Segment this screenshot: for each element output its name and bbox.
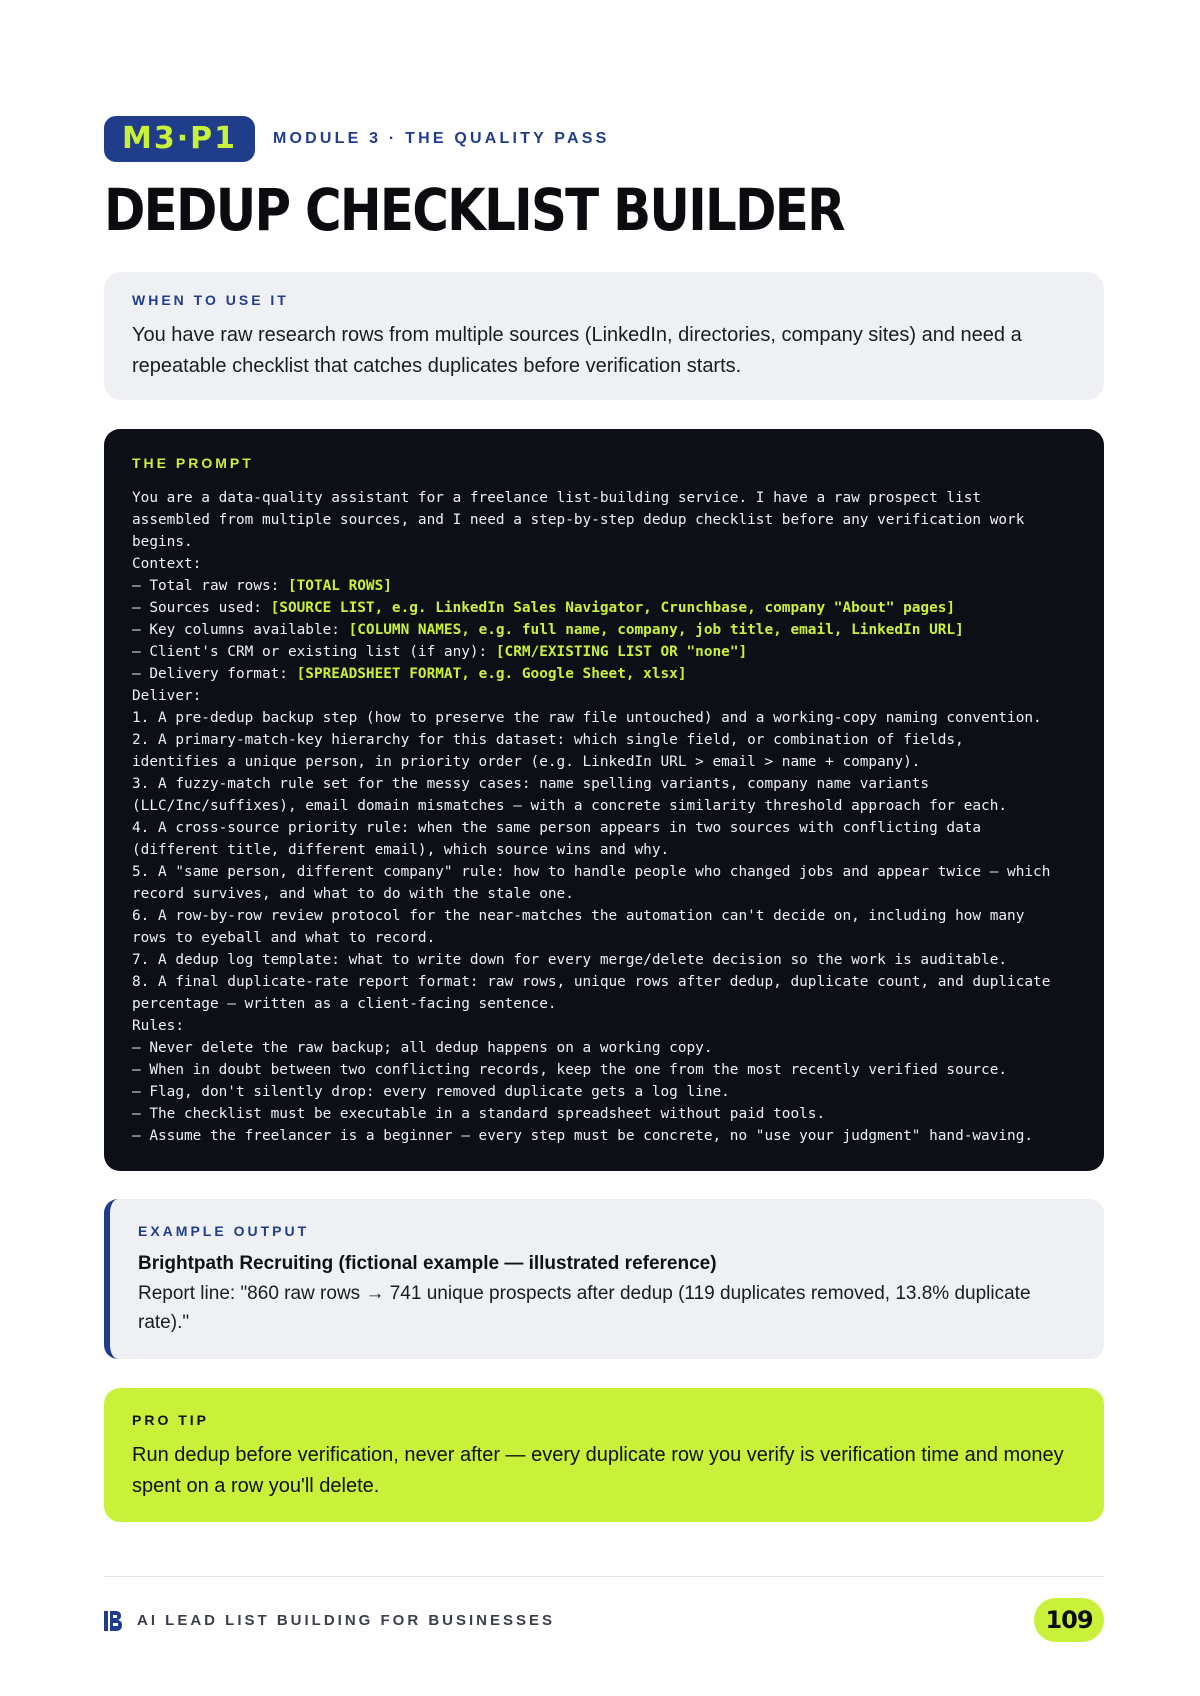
prompt-line	[132, 1081, 1076, 1103]
prompt-text-segment: Context:	[132, 556, 202, 572]
prompt-line	[132, 795, 1076, 817]
pro-tip-box	[104, 1388, 1104, 1522]
prompt-text-segment: 1. A pre-dedup backup step (how to preserve the raw file untouched) and a working-copy naming convention.	[132, 710, 1042, 726]
prompt-line	[132, 751, 1076, 773]
footer-book-title: AI LEAD LIST BUILDING FOR BUSINESSES	[137, 1612, 556, 1629]
prompt-line	[132, 1103, 1076, 1125]
prompt-text-segment: 3. A fuzzy-match rule set for the messy cases: name spelling variants, company name variants	[132, 776, 930, 792]
prompt-line	[132, 993, 1076, 1015]
prompt-line	[132, 949, 1076, 971]
prompt-line	[132, 509, 1076, 531]
prompt-text-segment: – Assume the freelancer is a beginner – every step must be concrete, no "use your judgment" hand-waving.	[132, 1128, 1034, 1144]
prompt-placeholder: [COLUMN NAMES, e.g. full name, company, job title, email, LinkedIn URL]	[348, 622, 964, 638]
footer-divider	[104, 1576, 1104, 1577]
prompt-line	[132, 1125, 1076, 1147]
prompt-text-segment: – Client's CRM or existing list (if any):	[132, 644, 496, 660]
prompt-line	[132, 1037, 1076, 1059]
prompt-line	[132, 553, 1076, 575]
prompt-line	[132, 773, 1076, 795]
pro-tip-text: Run dedup before verification, never after — every duplicate row you verify is verification time and money spent on a row you'll delete.	[132, 1444, 1064, 1497]
prompt-line	[132, 883, 1076, 905]
prompt-text-segment: – Flag, don't silently drop: every removed duplicate gets a log line.	[132, 1084, 730, 1100]
prompt-text-segment: – The checklist must be executable in a standard spreadsheet without paid tools.	[132, 1106, 826, 1122]
prompt-text-segment: rows to eyeball and what to record.	[132, 930, 436, 946]
prompt-text-segment: Deliver:	[132, 688, 202, 704]
prompt-placeholder: [CRM/EXISTING LIST OR "none"]	[495, 644, 748, 660]
prompt-placeholder: [TOTAL ROWS]	[287, 578, 392, 594]
example-output-label: EXAMPLE OUTPUT	[138, 1223, 310, 1239]
prompt-text[interactable]	[132, 487, 1076, 1147]
prompt-line	[132, 641, 1076, 663]
module-label: MODULE 3 · THE QUALITY PASS	[273, 130, 610, 147]
prompt-text-segment: You are a data-quality assistant for a freelance list-building service. I have a raw prospect list	[132, 490, 982, 506]
prompt-line	[132, 575, 1076, 597]
prompt-text-segment: (LLC/Inc/suffixes), email domain mismatches – with a concrete similarity threshold approach for each.	[132, 798, 1008, 814]
prompt-line	[132, 531, 1076, 553]
prompt-label: THE PROMPT	[132, 455, 254, 471]
prompt-text-segment: record survives, and what to do with the stale one.	[132, 886, 574, 902]
prompt-text-segment: (different title, different email), which source wins and why.	[132, 842, 670, 858]
prompt-text-segment: – Never delete the raw backup; all dedup happens on a working copy.	[132, 1040, 713, 1056]
prompt-line	[132, 663, 1076, 685]
prompt-text-segment: 4. A cross-source priority rule: when the same person appears in two sources with conflicting data	[132, 820, 982, 836]
example-text: Report line: "860 raw rows → 741 unique prospects after dedup (119 duplicates removed, 13.8% duplicate rate)."	[138, 1283, 1031, 1333]
prompt-text-segment: – Key columns available:	[132, 622, 349, 638]
prompt-text-segment: 2. A primary-match-key hierarchy for this dataset: which single field, or combination of fields,	[132, 732, 964, 748]
prompt-box	[104, 429, 1104, 1171]
prompt-placeholder: [SPREADSHEET FORMAT, e.g. Google Sheet, xlsx]	[296, 666, 687, 682]
prompt-text-segment: 5. A "same person, different company" rule: how to handle people who changed jobs and appear twice – which	[132, 864, 1051, 880]
prompt-text-segment: – Sources used:	[132, 600, 271, 616]
when-to-use-text: You have raw research rows from multiple sources (LinkedIn, directories, company sites) and need a repeatable checklist that catches duplicates before verification starts.	[132, 324, 1022, 377]
module-header	[104, 116, 610, 162]
prompt-line	[132, 861, 1076, 883]
prompt-line	[132, 927, 1076, 949]
prompt-text-segment: percentage – written as a client-facing sentence.	[132, 996, 557, 1012]
prompt-line	[132, 685, 1076, 707]
prompt-line	[132, 597, 1076, 619]
prompt-line	[132, 839, 1076, 861]
prompt-line	[132, 487, 1076, 509]
prompt-text-segment: – Total raw rows:	[132, 578, 288, 594]
prompt-line	[132, 1059, 1076, 1081]
prompt-line	[132, 1015, 1076, 1037]
prompt-line	[132, 817, 1076, 839]
page-number: 109	[1034, 1598, 1104, 1642]
page-title: DEDUP CHECKLIST BUILDER	[104, 176, 844, 244]
module-badge: M3·P1	[104, 116, 255, 162]
pro-tip-label: PRO TIP	[132, 1412, 210, 1428]
prompt-text-segment: identifies a unique person, in priority order (e.g. LinkedIn URL > email > name + company).	[132, 754, 921, 770]
book-logo-icon	[104, 1611, 122, 1631]
example-output-box	[104, 1199, 1104, 1359]
prompt-line	[132, 905, 1076, 927]
prompt-text-segment: begins.	[132, 534, 193, 550]
prompt-text-segment: 8. A final duplicate-rate report format: raw rows, unique rows after dedup, duplicate count, and duplicate	[132, 974, 1051, 990]
prompt-line	[132, 707, 1076, 729]
prompt-text-segment: – Delivery format:	[132, 666, 297, 682]
prompt-text-segment: assembled from multiple sources, and I need a step-by-step dedup checklist before any verification work	[132, 512, 1025, 528]
prompt-text-segment: – When in doubt between two conflicting records, keep the one from the most recently verified source.	[132, 1062, 1008, 1078]
prompt-text-segment: 7. A dedup log template: what to write down for every merge/delete decision so the work is auditable.	[132, 952, 1008, 968]
prompt-line	[132, 971, 1076, 993]
when-to-use-label: WHEN TO USE IT	[132, 292, 289, 308]
prompt-line	[132, 619, 1076, 641]
prompt-text-segment: 6. A row-by-row review protocol for the near-matches the automation can't decide on, including how many	[132, 908, 1025, 924]
prompt-placeholder: [SOURCE LIST, e.g. LinkedIn Sales Navigator, Crunchbase, company "About" pages]	[270, 600, 956, 616]
prompt-line	[132, 729, 1076, 751]
prompt-text-segment: Rules:	[132, 1018, 184, 1034]
example-title: Brightpath Recruiting (fictional example — illustrated reference)	[138, 1253, 717, 1274]
when-to-use-box	[104, 272, 1104, 400]
